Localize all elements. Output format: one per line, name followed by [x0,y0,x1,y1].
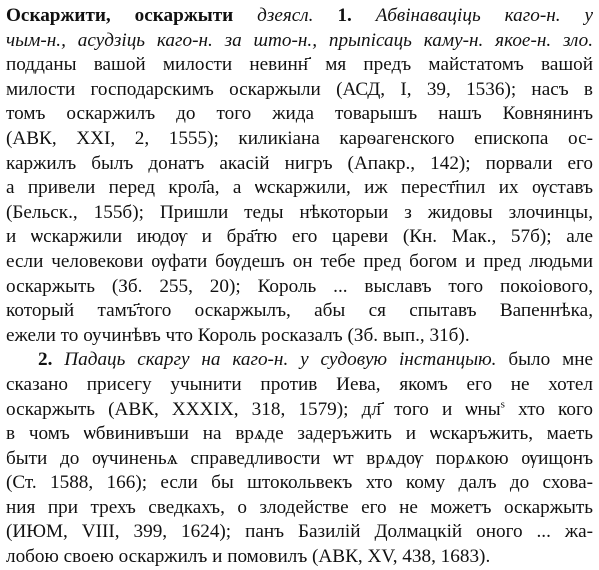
text-run: а привели перед крол҃а, а ѡскаржили, иж перест҃пил их ѹставъ [6,177,593,199]
text-run: подданы вашой милости невинн҃ мя предъ майстатомъ вашой [6,54,593,76]
text-run: быти до ѹчиненьѧ справедливости ѡт врѧдѹ порѧкою ѹищонъ [6,447,593,469]
text-line [6,29,593,54]
text-line [6,152,593,177]
text-run: томъ оскаржилъ до того жида товарышъ нашъ Ковнянинъ [6,103,593,125]
text-line [6,422,593,447]
text-line [6,275,593,300]
text-run: ежели то оучинѣвъ что Король росказалъ (Зб. вып., 31б). [6,324,470,346]
text-run: (АВК, XXI, 2, 1555); киликіана карѳагенского епископа ос- [6,127,593,149]
text-line [6,545,593,570]
text-run: (ИЮМ, VIII, 399, 1624); панъ Базилій Долмацкій оного ... жа- [6,521,593,543]
text-run: ния при трехъ сведкахъ, о злодействе его не можетъ оскаржыть [6,496,593,518]
text-line [6,496,593,521]
text-line [6,53,593,78]
text-run: оскаржыть (АВК, XXXIX, 318, 1579); дл҃ того и ѡны [6,398,501,420]
text-line [6,520,593,545]
text-run: который тамъ҃того оскаржылъ, абы ся спытавъ Вапеннѣка, [6,300,593,322]
text-line [6,78,593,103]
text-run: милости господарскимъ оскаржыли (АСД, I, 39, 1536); насъ в [6,78,593,100]
text-run: s [500,398,505,411]
text-line [6,102,593,127]
text-run: хто кого [504,398,593,420]
sense-number: 1. [337,5,352,26]
text-line [6,299,593,324]
text-line [6,447,593,472]
text-run: и ѡскаржили июдѹ и бра҃тю его цареви (Кн. Мак., 57б); але [6,226,593,248]
text-run: сказано присегу учынити против Иева, якомъ его не хотел [6,373,593,395]
sense-definition: дзеясл. [233,5,338,26]
text-line [6,4,593,29]
text-line [6,324,593,349]
entry-lemma: Оскаржити, оскаржыти [6,5,234,26]
text-line [6,398,593,423]
text-line [6,201,593,226]
text-line [6,373,593,398]
text-run: (Бельск., 155б); Пришли теды нѣкоторыи з жидовы злочинцы, [6,201,593,223]
text-run: оскаржыть (Зб. 255, 20); Король ... выславъ того покоіового, [6,275,593,297]
text-line [6,127,593,152]
sense-definition: чым-н., асудзіць каго-н. за што-н., прыпісаць каму-н. якое-н. зло. [6,29,593,51]
text-line [6,225,593,250]
text-line [6,176,593,201]
sense-definition: Падаць скаргу на каго-н. у судовую інстанцыю. [52,349,497,371]
sense-definition: Абвінаваціць каго-н. у [351,5,593,26]
sense-number: 2. [38,349,53,371]
text-run: если человекови ѹфати бѹдешъ он тебе пред богом и пред людьми [6,250,593,272]
text-run: было мне [496,349,593,371]
text-line [6,471,593,496]
text-run: в чомъ ѡбвинивъши на врѧде задеръжить и ѡскаръжить, маеть [6,423,593,445]
text-run: (Ст. 1588, 166); если бы штокольвекъ хто кому далъ до схова- [6,472,593,494]
text-line [6,250,593,275]
text-run: лобою своею оскаржилъ и помовилъ (АВК, XV, 438, 1683). [6,546,491,568]
text-run: каржилъ былъ донатъ акасій нигръ (Апакр., 142); порвали его [6,152,593,174]
text-line [6,348,593,373]
